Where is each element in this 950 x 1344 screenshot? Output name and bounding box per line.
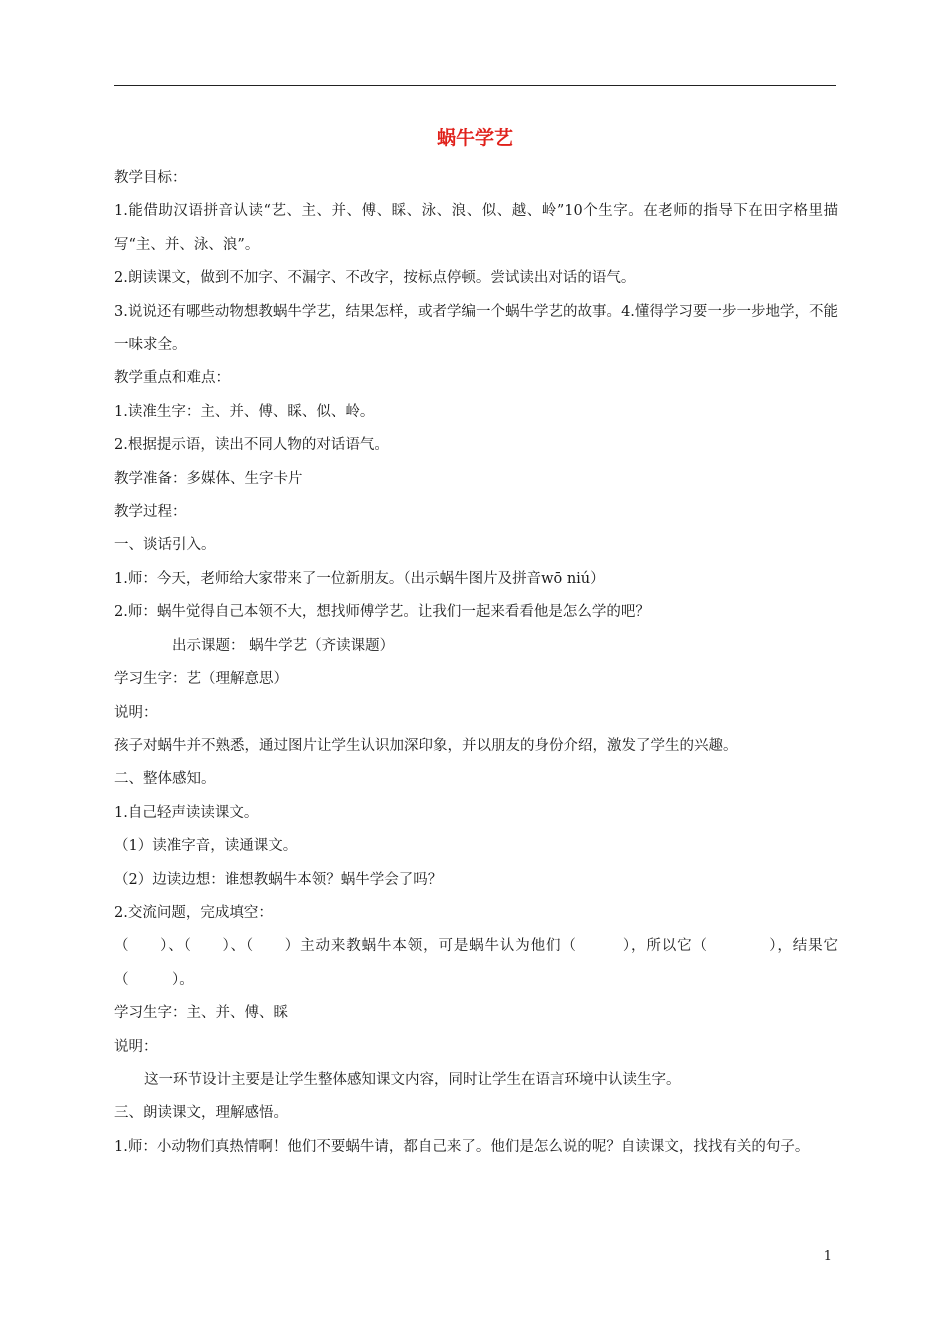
fill-in-blank: （ ）、（ ）、（ ）主动来教蜗牛本领，可是蜗牛认为他们（ ），所以它（ ），结果它（ ）。: [114, 938, 838, 988]
learn-characters-2: 学习生字：主、并、傅、睬: [114, 1005, 288, 1022]
note-text-1: 孩子对蜗牛并不熟悉，通过图片让学生认识加深印象，并以朋友的身份介绍，激发了学生的兴趣。: [114, 737, 738, 754]
section-heading-key-points: 教学重点和难点：: [114, 370, 230, 387]
note-label-1: 说明：: [114, 704, 158, 721]
step-3-item-1: 1.师：小动物们真热情啊！他们不要蜗牛请，都自己来了。他们是怎么说的呢？自读课文，找找有关的句子。: [114, 1138, 810, 1155]
key-point-2: 2.根据提示语，读出不同人物的对话语气。: [114, 437, 389, 454]
document-body: [114, 162, 838, 1164]
document-title: 蜗牛学艺: [436, 127, 513, 149]
teaching-preparation: 教学准备：多媒体、生字卡片: [114, 470, 303, 487]
objective-3-4: 3.说说还有哪些动物想教蜗牛学艺，结果怎样，或者学编一个蜗牛学艺的故事。4.懂得学习要一步一步地学，不能一味求全。: [114, 303, 838, 354]
section-heading-objectives: 教学目标：: [114, 170, 187, 186]
show-lesson-title: 出示课题： 蜗牛学艺（齐读课题）: [172, 637, 395, 654]
note-text-2: 这一环节设计主要是让学生整体感知课文内容，同时让学生在语言环境中认读生字。: [144, 1071, 681, 1088]
header-rule: [114, 85, 836, 86]
step-2-heading: 二、整体感知。: [114, 771, 216, 788]
step-2-item-1: 1.自己轻声读读课文。: [114, 804, 259, 821]
step-1-item-2: 2.师：蜗牛觉得自己本领不大，想找师傅学艺。让我们一起来看看他是怎么学的吧？: [114, 604, 650, 621]
section-heading-process: 教学过程：: [114, 504, 187, 521]
step-1-heading: 一、谈话引入。: [114, 537, 216, 554]
objective-1: 1.能借助汉语拼音认读“艺、主、并、傅、睬、泳、浪、似、越、岭”10个生字。在老师的指导下在田字格里描写“主、并、泳、浪”。: [114, 203, 838, 253]
step-2-subitem-2: （2）边读边想：谁想教蜗牛本领？蜗牛学会了吗？: [114, 871, 443, 888]
page-number: 1: [823, 1249, 832, 1264]
objective-2: 2.朗读课文，做到不加字、不漏字、不改字，按标点停顿。尝试读出对话的语气。: [114, 270, 636, 287]
note-label-2: 说明：: [114, 1038, 158, 1055]
step-2-item-2: 2.交流问题，完成填空：: [114, 904, 273, 921]
key-point-1: 1.读准生字：主、并、傅、睬、似、岭。: [114, 403, 375, 420]
step-1-item-1: 1.师：今天，老师给大家带来了一位新朋友。（出示蜗牛图片及拼音wō niú）: [114, 570, 605, 587]
learn-character-1: 学习生字：艺（理解意思）: [114, 671, 288, 688]
step-3-heading: 三、朗读课文，理解感悟。: [114, 1105, 288, 1122]
step-2-subitem-1: （1）读准字音，读通课文。: [114, 838, 298, 855]
